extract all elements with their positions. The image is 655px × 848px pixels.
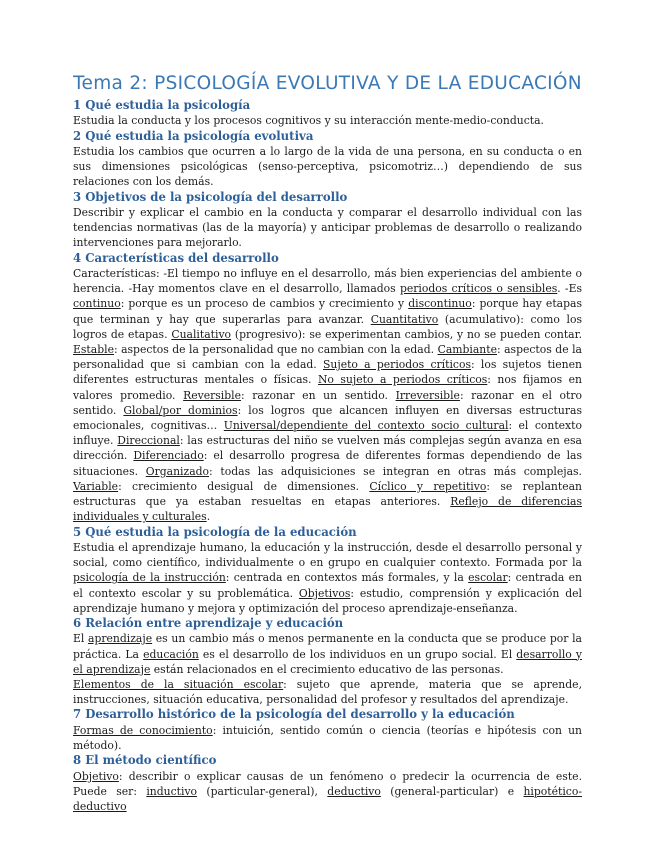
text-run: es un cambio más o menos permanente en la conducta que se produce por la práctica. La <box>73 632 582 661</box>
section-8 <box>73 753 582 814</box>
section-body <box>73 769 582 815</box>
text-run: : los logros que alcancen influyen en diversas estructuras emocionales, cognitivas… <box>73 403 582 433</box>
text-run: : se replantean estructuras que ya estaban resueltas en etapas anteriores. <box>73 479 583 509</box>
text-run: Estudia la conducta y los procesos cognitivos y su interacción mente-medio-conducta. <box>73 114 544 128</box>
text-run: : aspectos de la personalidad que no cambian con la edad. <box>113 343 438 357</box>
text-run: : describir o explicar causas de un fenómeno o predecir la ocurrencia de este. Puede ser: <box>73 769 582 798</box>
section-1 <box>73 98 582 129</box>
section-heading: 8 El método científico <box>73 753 217 768</box>
text-run: : intuición, sentido común o ciencia (teorías e hipótesis con un método). <box>73 723 582 752</box>
underlined-term: desarrollo y el aprendizaje <box>73 647 582 676</box>
text-run: . -Es <box>557 282 582 296</box>
text-run: : el desarrollo progresa de diferentes formas dependiendo de las situaciones. <box>73 449 583 478</box>
section-5 <box>73 525 582 616</box>
underlined-term: discontinuo <box>408 297 472 311</box>
underlined-term: Reversible <box>183 388 242 402</box>
section-heading: 2 Qué estudia la psicología evolutiva <box>73 128 314 143</box>
text-run: : todas las adquisiciones se integran en otras más complejas. <box>209 464 582 478</box>
section-2 <box>73 129 582 190</box>
text-run: (acumulativo): como los logros de etapas. <box>73 312 582 341</box>
underlined-term: psicología de la instrucción <box>73 571 226 585</box>
underlined-term: Estable <box>73 343 114 357</box>
underlined-term: Cambiante <box>437 343 497 357</box>
underlined-term: Cíclico y repetitivo <box>369 479 487 493</box>
text-run: es el desarrollo de los individuos en un grupo social. El <box>198 647 517 661</box>
text-run: El <box>73 632 89 646</box>
underlined-term: continuo <box>73 297 121 311</box>
text-run: : porque es un proceso de cambios y crecimiento y <box>120 297 409 311</box>
text-run: : estudio, comprensión y explicación del aprendizaje humano y mejora y optimización del proceso aprendizaje-enseñanza. <box>73 586 582 615</box>
underlined-term: Objetivos <box>298 586 351 600</box>
underlined-term: No sujeto a periodos críticos <box>317 373 488 387</box>
text-run: : el contexto influye. <box>73 419 582 448</box>
underlined-term: periodos críticos o sensibles <box>399 282 558 296</box>
section-7 <box>73 707 582 753</box>
underlined-term: aprendizaje <box>88 632 153 646</box>
underlined-term: Variable <box>73 479 119 493</box>
text-run: : nos fijamos en valores promedio. <box>73 373 583 402</box>
text-run: Estudia el aprendizaje humano, la educación y la instrucción, desde el desarrollo personal y social, como científico, individualmente o en grupo en cualquier contexto. Formada por la <box>73 540 582 570</box>
text-run: Características: -El tiempo no influye en el desarrollo, más bien experiencias del ambiente o herencia. -Hay momentos clave en el desarrollo, llamados <box>73 267 582 296</box>
underlined-term: Cuantitativo <box>370 312 439 326</box>
underlined-term: Elementos de la situación escolar <box>73 677 284 691</box>
text-run: : aspectos de la personalidad que si cambian con la edad. <box>73 343 582 372</box>
section-body <box>73 144 582 190</box>
text-run: están relacionados en el crecimiento educativo de las personas. <box>150 662 504 676</box>
underlined-term: Diferenciado <box>133 449 204 463</box>
underlined-term: Universal/dependiente del contexto socio cultural <box>223 419 509 433</box>
document-title: Tema 2: PSICOLOGÍA EVOLUTIVA Y DE LA EDUCACIÓN <box>73 73 582 94</box>
section-body <box>73 677 582 707</box>
section-3 <box>73 190 582 251</box>
text-run: : centrada en el contexto escolar y su problemática. <box>73 571 582 600</box>
section-heading: 1 Qué estudia la psicología <box>73 98 251 112</box>
section-body <box>73 113 582 128</box>
text-run: . <box>206 510 211 524</box>
underlined-term: Organizado <box>145 464 210 478</box>
underlined-term: Cualitativo <box>171 327 232 341</box>
section-body <box>73 723 582 753</box>
section-heading: 6 Relación entre aprendizaje y educación <box>73 615 344 630</box>
text-run: : los sujetos tienen diferentes estructuras mentales o físicas. <box>73 358 582 387</box>
text-run: : razonar en un sentido. <box>241 388 396 402</box>
underlined-term: deductivo <box>327 784 381 798</box>
text-run: : porque hay etapas que terminan y hay que superarlas para avanzar. <box>73 297 582 326</box>
underlined-term: inductivo <box>146 784 198 798</box>
section-heading: 4 Características del desarrollo <box>73 250 279 265</box>
text-run: : las estructuras del niño se vuelven más complejas según avanza en esa dirección. <box>73 434 582 463</box>
text-run: Describir y explicar el cambio en la conducta y comparar el desarrollo individual con las tendencias normativas (las de la mayoría) y anticipar problemas de desarrollo o realizando intervenciones para mejorarlo. <box>73 206 582 250</box>
text-run: (general-particular) e <box>380 784 524 798</box>
underlined-term: educación <box>143 647 199 661</box>
text-run: : razonar en el otro sentido. <box>73 388 582 417</box>
section-4 <box>73 251 582 525</box>
section-heading: 5 Qué estudia la psicología de la educación <box>73 524 357 539</box>
underlined-term: Formas de conocimiento <box>73 723 213 737</box>
underlined-term: Direccional <box>117 434 180 448</box>
text-run: : crecimiento desigual de dimensiones. <box>118 479 370 493</box>
underlined-term: hipotético-deductivo <box>73 784 582 813</box>
underlined-term: Objetivo <box>73 769 119 783</box>
section-heading: 3 Objetivos de la psicología del desarrollo <box>73 189 348 204</box>
underlined-term: Global/por dominios <box>123 403 238 417</box>
underlined-term: Irreversible <box>395 388 460 402</box>
section-body <box>73 266 582 524</box>
section-body <box>73 205 582 251</box>
text-run: : sujeto que aprende, materia que se aprende, instrucciones, situación educativa, personalidad del profesor y resultados del aprendizaje. <box>73 677 582 707</box>
section-heading: 7 Desarrollo histórico de la psicología del desarrollo y la educación <box>73 707 515 722</box>
underlined-term: Reflejo de diferencias individuales y culturales <box>73 495 582 524</box>
section-6 <box>73 616 582 707</box>
text-run: (particular-general), <box>197 784 328 798</box>
text-run: (progresivo): se experimentan cambios, y no se pueden contar. <box>231 327 583 341</box>
text-run: : centrada en contextos más formales, y la <box>225 571 469 585</box>
section-body <box>73 631 582 677</box>
underlined-term: Sujeto a periodos críticos <box>323 358 472 372</box>
underlined-term: escolar <box>468 571 508 585</box>
section-body <box>73 540 582 616</box>
text-run: Estudia los cambios que ocurren a lo largo de la vida de una persona, en su conducta o en sus dimensiones psicológicas (senso-perceptiva, psicomotriz…) dependiendo de sus relaciones con los demás. <box>73 145 582 189</box>
